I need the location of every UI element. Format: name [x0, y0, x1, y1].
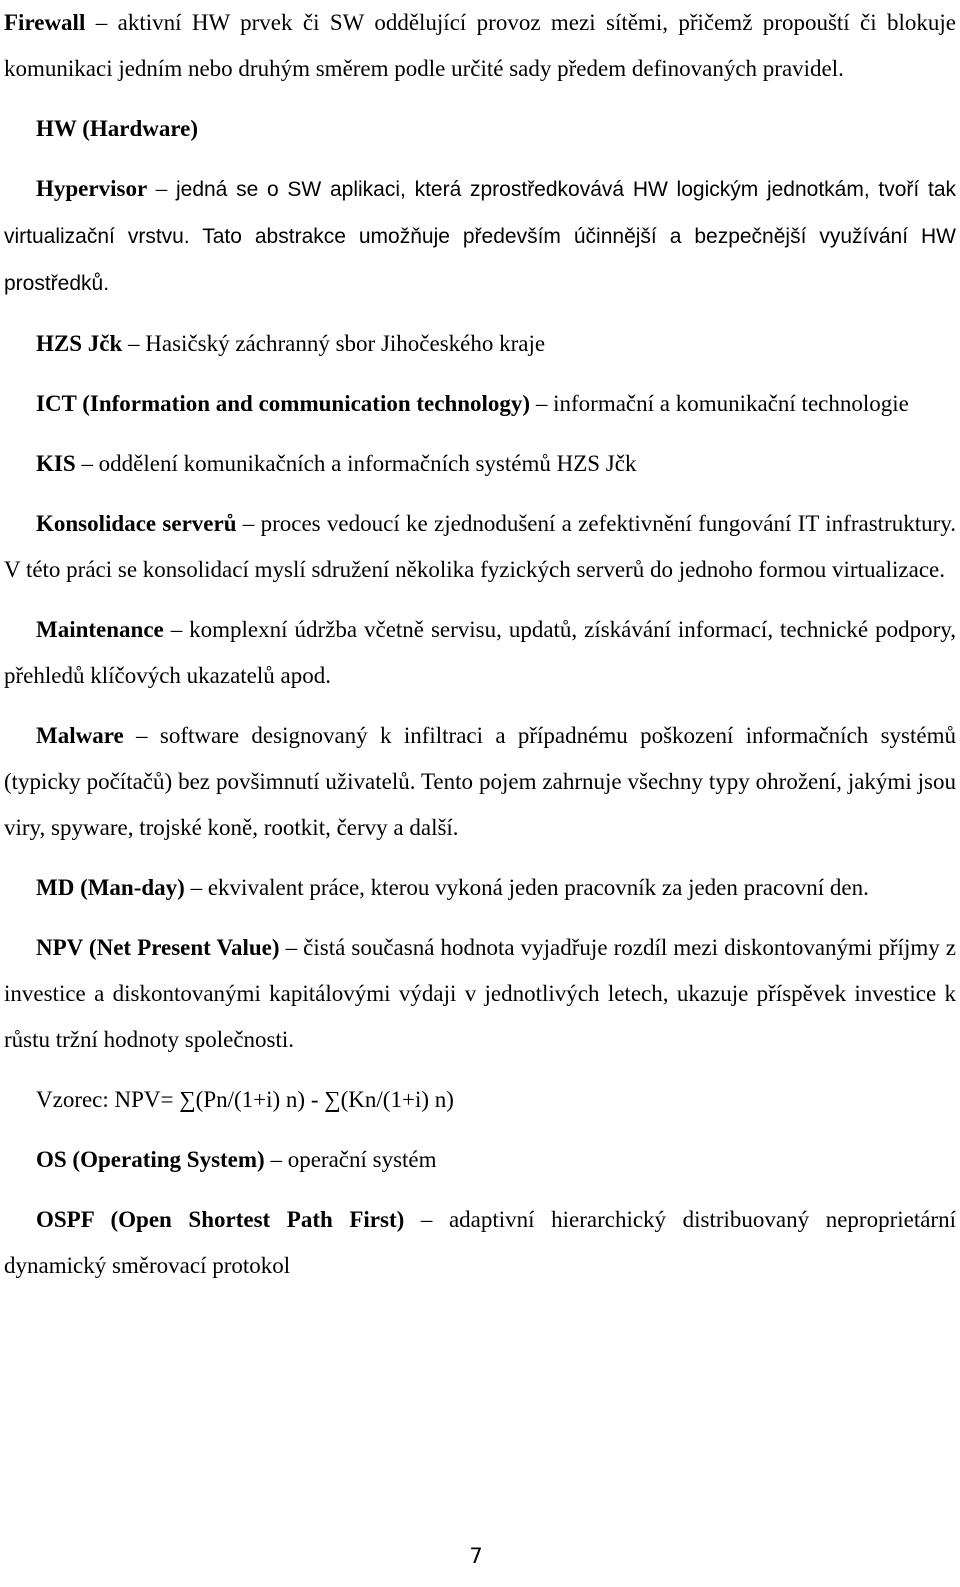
glossary-term: HW (Hardware) — [36, 116, 199, 141]
glossary-definition: ekvivalent práce, kterou vykoná jeden pracovník za jeden pracovní den. — [207, 875, 869, 900]
npv-formula — [4, 1077, 956, 1123]
glossary-term: HZS Jčk — [36, 331, 123, 356]
glossary-term: OSPF (Open Shortest Path First) — [36, 1207, 405, 1232]
term-dash: – — [123, 723, 160, 748]
term-dash: – — [85, 10, 118, 35]
glossary-entry-ospf — [4, 1197, 956, 1289]
term-dash: – — [75, 451, 99, 476]
glossary-entry-md — [4, 865, 956, 911]
glossary-definition: komplexní údržba včetně servisu, updatů, získávání informací, technické podpory, přehledů klíčových ukazatelů apod. — [4, 617, 956, 688]
term-dash: – — [163, 617, 190, 642]
term-dash: – — [264, 1147, 288, 1172]
glossary-entry-hzs-jck — [4, 321, 956, 367]
page-number: 7 — [469, 1544, 483, 1568]
glossary-definition: oddělení komunikačních a informačních systémů HZS Jčk — [98, 451, 637, 476]
term-dash: – — [530, 391, 554, 416]
glossary-entry-npv — [4, 925, 956, 1063]
glossary-term: Konsolidace serverů — [36, 511, 237, 536]
glossary-term: Malware — [36, 723, 124, 748]
glossary-definition: informační a komunikační technologie — [553, 391, 909, 416]
glossary-definition: aktivní HW prvek či SW oddělující provoz mezi sítěmi, přičemž propouští či blokuje komunikaci jedním nebo druhým směrem podle určité sady předem definovaných pravidel. — [4, 10, 957, 81]
glossary-entry-ict — [4, 381, 956, 427]
glossary-entry-hw — [4, 106, 956, 152]
term-dash: – — [122, 331, 146, 356]
term-dash: – — [236, 511, 261, 536]
glossary-entry-konsolidace-serveru — [4, 501, 956, 593]
formula-text: Vzorec: NPV= ∑(Pn/(1+i) n) - ∑(Kn/(1+i) n) — [36, 1087, 454, 1112]
term-dash: – — [147, 176, 176, 201]
glossary-definition: proces vedoucí ke zjednodušení a zefektivnění fungování IT infrastruktury. V této práci se konsolidací myslí sdružení několika fyzických serverů do jednoho formou virtualizace. — [4, 511, 957, 582]
glossary-entry-malware — [4, 713, 956, 851]
glossary-page — [4, 0, 956, 1289]
term-dash: – — [279, 935, 304, 960]
glossary-entry-hypervisor — [4, 166, 956, 307]
term-dash: – — [184, 875, 208, 900]
glossary-definition: operační systém — [287, 1147, 437, 1172]
glossary-definition: čistá současná hodnota vyjadřuje rozdíl mezi diskontovanými příjmy z investice a diskontovanými kapitálovými výdaji v jednotlivých letech, ukazuje příspěvek investice k růstu tržní hodnoty společnosti. — [4, 935, 957, 1052]
glossary-term: NPV (Net Present Value) — [36, 935, 280, 960]
glossary-entry-os — [4, 1137, 956, 1183]
glossary-definition: adaptivní hierarchický distribuovaný neproprietární dynamický směrovací protokol — [4, 1207, 956, 1278]
glossary-term: OS (Operating System) — [36, 1147, 265, 1172]
glossary-term: Firewall — [4, 10, 86, 35]
glossary-entry-kis — [4, 441, 956, 487]
glossary-term: Hypervisor — [36, 176, 148, 201]
glossary-term: KIS — [36, 451, 76, 476]
term-dash: – — [404, 1207, 449, 1232]
glossary-definition: Hasičský záchranný sbor Jihočeského kraje — [145, 331, 546, 356]
glossary-definition: jedná se o SW aplikaci, která zprostředkovává HW logickým jednotkám, tvoří tak virtualizační vrstvu. Tato abstrakce umožňuje především účinnější a bezpečnější využívání HW prostředků. — [4, 178, 957, 295]
glossary-term: ICT (Information and communication technology) — [36, 391, 531, 416]
glossary-term: MD (Man-day) — [36, 875, 185, 900]
glossary-entry-firewall — [4, 0, 956, 92]
glossary-entry-maintenance — [4, 607, 956, 699]
glossary-term: Maintenance — [36, 617, 164, 642]
glossary-definition: software designovaný k infiltraci a případnému poškození informačních systémů (typicky počítačů) bez povšimnutí uživatelů. Tento pojem zahrnuje všechny typy ohrožení, jakými jsou viry, spyware, trojské koně, rootkit, červy a další. — [4, 723, 956, 840]
